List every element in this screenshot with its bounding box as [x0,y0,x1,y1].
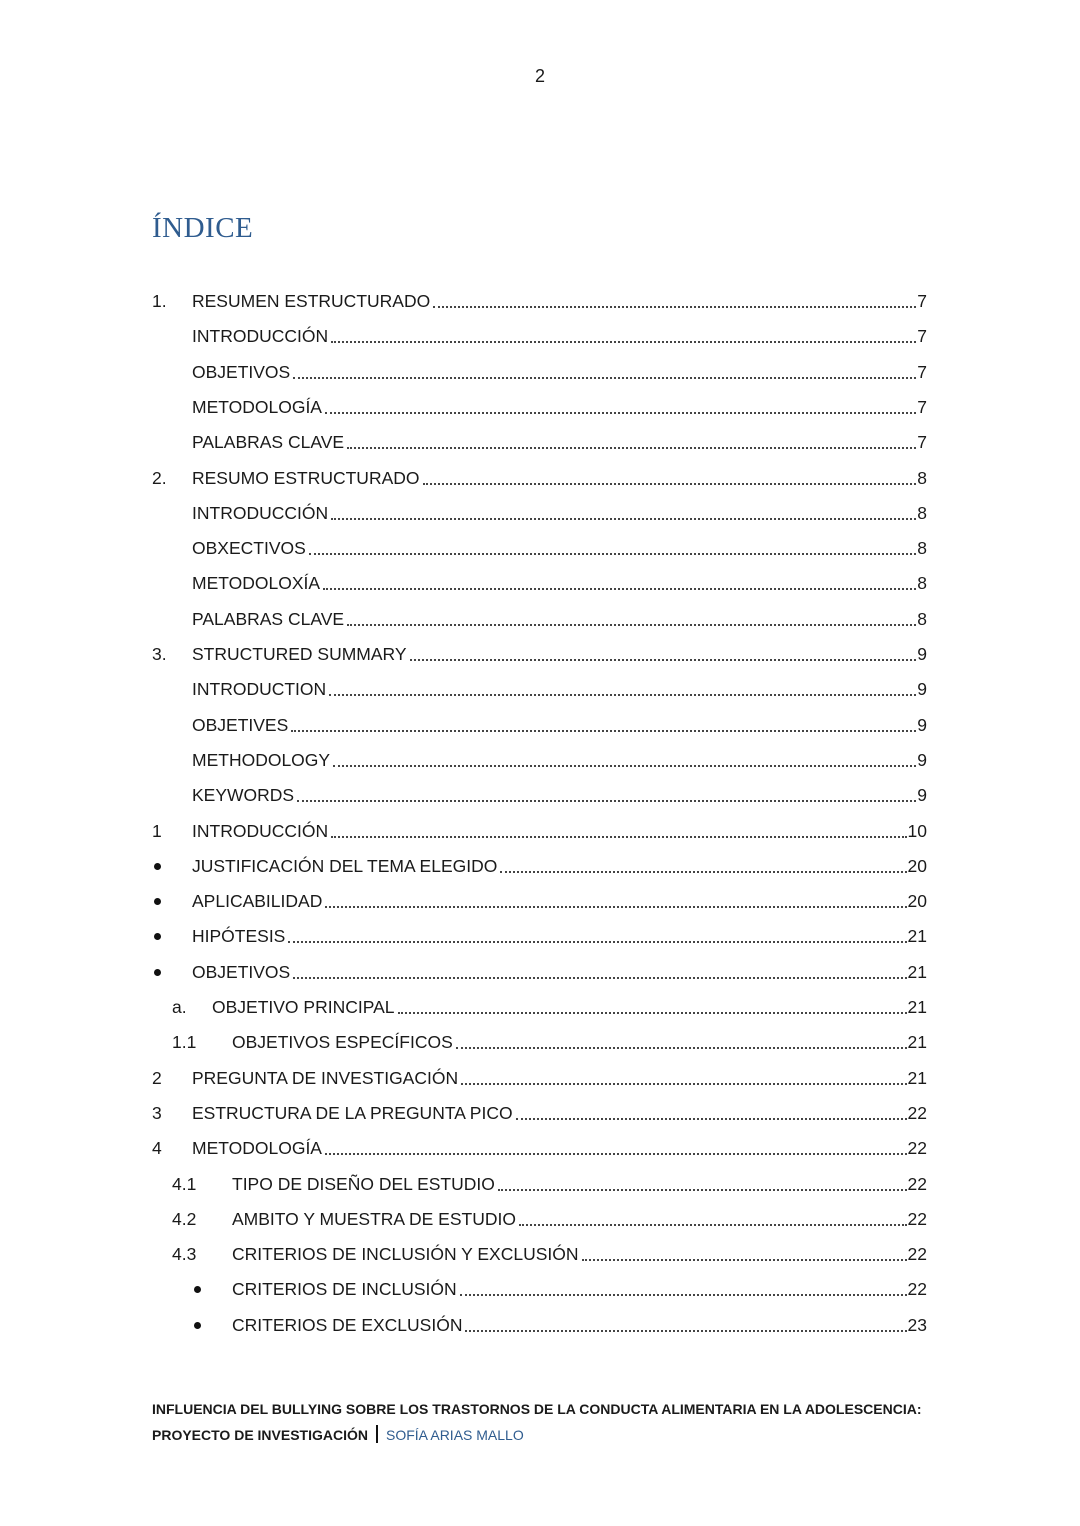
toc-entry[interactable] [150,677,927,701]
toc-leader-dots [347,623,916,626]
toc-entry-label: OBJETIVES [192,714,289,735]
toc-leader-dots [347,446,916,449]
toc-leader-dots [297,799,916,802]
toc-entry-number: 2 [152,1067,162,1088]
toc-entry[interactable] [150,960,927,984]
toc-entry-label: TIPO DE DISEÑO DEL ESTUDIO [232,1173,495,1194]
toc-entry[interactable] [150,713,927,737]
toc-leader-dots [331,517,916,520]
toc-leader-dots [519,1223,907,1226]
toc-entry-label: PREGUNTA DE INVESTIGACIÓN [192,1067,459,1088]
toc-entry-page: 22 [907,1208,927,1229]
toc-entry-label: ESTRUCTURA DE LA PREGUNTA PICO [192,1102,513,1123]
toc-entry[interactable] [150,430,927,454]
toc-entry-page: 8 [917,467,927,488]
toc-entry[interactable] [150,748,927,772]
toc-entry[interactable] [150,360,927,384]
toc-leader-dots [398,1011,907,1014]
toc-entry-label: AMBITO Y MUESTRA DE ESTUDIO [232,1208,516,1229]
toc-leader-dots [460,1293,907,1296]
toc-entry-label: CRITERIOS DE INCLUSIÓN [232,1279,457,1300]
bullet-icon [194,1286,201,1293]
toc-entry-page: 20 [907,891,927,912]
toc-entry[interactable] [150,289,927,313]
toc-entry-number: 3. [152,644,167,664]
toc-entry-label: RESUMEN ESTRUCTURADO [192,291,431,311]
toc-entry-page: 21 [907,997,927,1017]
toc-entry-label: OBJETIVOS [192,361,291,382]
toc-leader-dots [331,835,906,838]
toc-entry-label: PALABRAS CLAVE [192,432,345,453]
toc-entry[interactable] [150,1066,927,1090]
toc-entry[interactable] [150,854,927,878]
toc-leader-dots [325,905,906,908]
toc-entry[interactable] [150,607,927,631]
toc-entry[interactable] [150,1101,927,1125]
toc-leader-dots [323,587,916,590]
toc-entry-label: METODOLOGÍA [192,396,322,417]
toc-leader-dots [433,305,916,308]
toc-entry-page: 8 [917,608,927,629]
bullet-icon [154,863,161,870]
toc-entry[interactable] [150,395,927,419]
toc-entry-page: 21 [907,1067,927,1088]
toc-entry-page: 9 [917,749,927,770]
toc-entry[interactable] [150,995,927,1019]
toc-leader-dots [516,1117,907,1120]
toc-entry-label: KEYWORDS [192,785,295,806]
toc-entry[interactable] [150,571,927,595]
toc-entry-number: 1.1 [172,1032,197,1053]
toc-entry-page: 20 [907,855,927,876]
toc-entry[interactable] [150,501,927,525]
toc-entry-label: OBJETIVOS ESPECÍFICOS [232,1032,453,1053]
toc-entry-label: METODOLOXÍA [192,573,321,594]
toc-leader-dots [582,1258,907,1261]
bullet-icon [154,969,161,976]
page-number: 2 [534,66,545,86]
toc-entry-page: 9 [917,785,927,806]
toc-entry-label: STRUCTURED SUMMARY [192,644,407,664]
toc-entry-page: 21 [907,1032,927,1053]
footer-title-line: INFLUENCIA DEL BULLYING SOBRE LOS TRASTORNOS DE LA CONDUCTA ALIMENTARIA EN LA ADOLESCENCIA: [152,1401,922,1417]
bullet-icon [154,898,161,905]
toc-entry[interactable] [150,1207,927,1231]
toc-leader-dots [329,693,916,696]
toc-entry-label: INTRODUCCIÓN [192,820,329,841]
toc-leader-dots [288,940,906,943]
toc-entry-number: a. [172,997,187,1017]
toc-entry-page: 9 [917,714,927,735]
toc-entry-page: 8 [917,538,927,559]
toc-entry-label: OBJETIVO PRINCIPAL [212,997,395,1017]
toc-entry-label: JUSTIFICACIÓN DEL TEMA ELEGIDO [192,855,498,876]
toc-entry-label: PALABRAS CLAVE [192,608,345,629]
toc-leader-dots [293,376,916,379]
toc-entry-page: 23 [907,1314,927,1335]
toc-entry-page: 22 [907,1138,927,1159]
toc-leader-dots [465,1329,906,1332]
toc-entry-page: 9 [917,679,927,700]
toc-entry[interactable] [150,642,927,666]
toc-entry-label: METODOLOGÍA [192,1138,322,1159]
toc-entry[interactable] [150,1313,927,1337]
toc-entry-label: OBXECTIVOS [192,538,306,559]
toc-entry-page: 7 [917,361,927,382]
toc-entry-label: APLICABILIDAD [192,891,323,912]
toc-entry[interactable] [150,324,927,348]
toc-leader-dots [500,870,906,873]
toc-entry-number: 4 [152,1138,162,1159]
toc-entry-page: 9 [917,644,927,664]
toc-entry-page: 21 [907,961,927,982]
toc-leader-dots [309,552,916,555]
footer-project-label: PROYECTO DE INVESTIGACIÓN [152,1427,368,1443]
bullet-icon [154,933,161,940]
toc-entry-number: 4.2 [172,1208,197,1229]
toc-entry-number: 4.3 [172,1244,197,1265]
toc-leader-dots [461,1082,906,1085]
footer-separator [376,1425,378,1443]
page-footer [152,1396,922,1448]
toc-entry-label: RESUMO ESTRUCTURADO [192,467,420,488]
toc-entry[interactable] [150,1172,927,1196]
toc-entry-label: OBJETIVOS [192,961,291,982]
toc-entry-number: 4.1 [172,1173,197,1194]
toc-entry[interactable] [150,819,927,843]
toc-entry-number: 3 [152,1102,162,1123]
toc-entry-label: CRITERIOS DE INCLUSIÓN Y EXCLUSIÓN [232,1244,579,1265]
toc-entry-page: 7 [917,432,927,453]
toc-entry-page: 22 [907,1279,927,1300]
toc-entry-number: 1. [152,291,167,311]
bullet-icon [194,1322,201,1329]
toc-leader-dots [291,729,916,732]
toc-leader-dots [456,1046,907,1049]
toc-entry-number: 2. [152,467,167,488]
toc-entry[interactable] [150,889,927,913]
toc-entry[interactable] [150,924,927,948]
toc-entry-label: METHODOLOGY [192,749,331,770]
toc-entry-page: 7 [917,326,927,347]
toc-entry-page: 10 [907,820,927,841]
toc-entry-page: 22 [907,1102,927,1123]
toc-leader-dots [423,482,917,485]
toc-entry[interactable] [150,1277,927,1301]
toc-entry[interactable] [150,466,927,490]
toc-entry-page: 8 [917,502,927,523]
toc-entry-label: HIPÓTESIS [192,926,286,947]
toc-leader-dots [325,1152,907,1155]
toc-entry-label: CRITERIOS DE EXCLUSIÓN [232,1314,463,1335]
toc-leader-dots [293,976,906,979]
footer-subtitle-line [152,1422,922,1448]
toc-entry-page: 21 [907,926,927,947]
toc-leader-dots [333,764,916,767]
page-title: ÍNDICE [152,212,254,244]
toc-entry-label: INTRODUCCIÓN [192,502,329,523]
toc-entry[interactable] [150,783,927,807]
toc-entry[interactable] [150,1030,927,1054]
toc-entry-page: 8 [917,573,927,594]
toc-entry[interactable] [150,1242,927,1266]
toc-leader-dots [410,658,917,661]
toc-leader-dots [325,411,916,414]
toc-entry[interactable] [150,1136,927,1160]
toc-entry-page: 22 [907,1244,927,1265]
toc-entry-page: 7 [917,291,927,311]
toc-entry[interactable] [150,536,927,560]
toc-entry-page: 22 [907,1173,927,1194]
toc-entry-page: 7 [917,396,927,417]
toc-entry-number: 1 [152,820,162,841]
toc-leader-dots [331,340,916,343]
footer-author: SOFÍA ARIAS MALLO [386,1427,524,1443]
toc-leader-dots [498,1188,907,1191]
toc-entry-label: INTRODUCTION [192,679,327,700]
toc-entry-label: INTRODUCCIÓN [192,326,329,347]
